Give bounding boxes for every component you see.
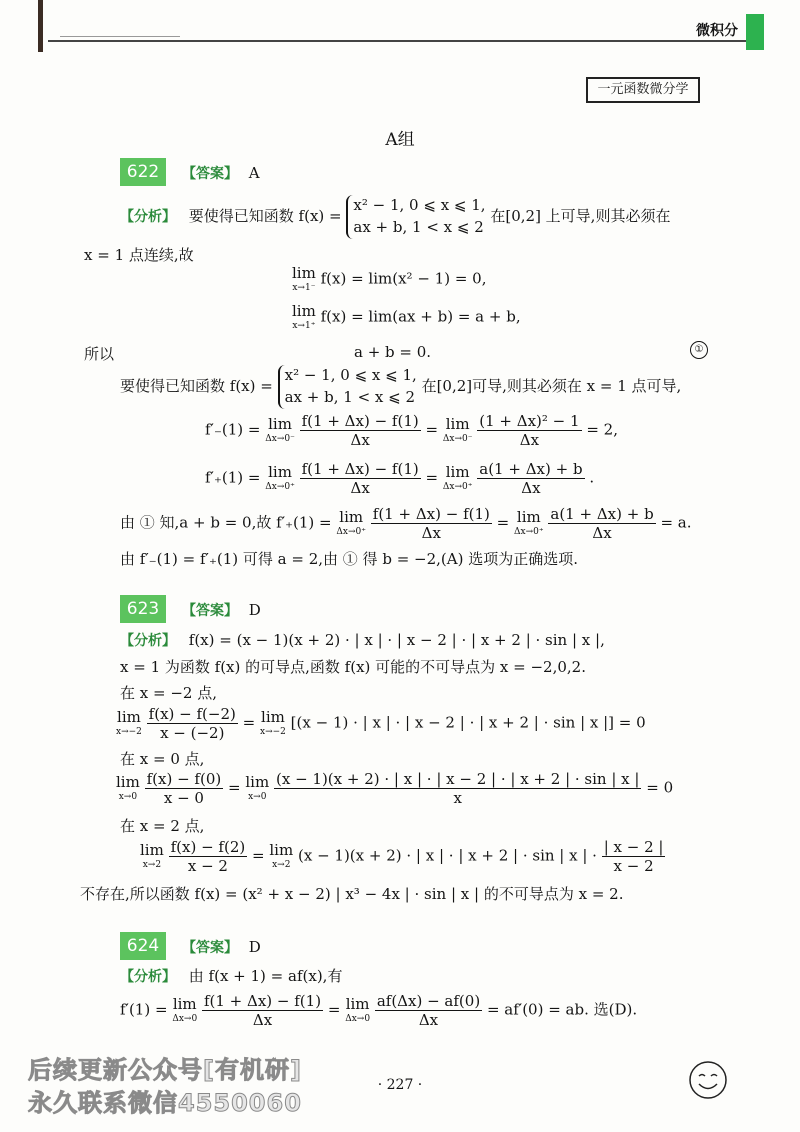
text: 要使得已知函数 f(x) =: [120, 376, 273, 395]
piecewise-brace: [278, 365, 417, 409]
lim-operator: lim Δx→0⁺: [336, 508, 366, 537]
lim-operator: lim Δx→0⁺: [265, 463, 295, 492]
header-rule-accent: [60, 36, 180, 37]
text: 由 ① 知,a + b = 0,故 f′₊(1) =: [120, 513, 332, 532]
answer-value: D: [248, 938, 261, 956]
problem-number-622: 622: [120, 158, 166, 186]
group-title: A组: [385, 130, 415, 150]
lim-operator: lim x→1⁺: [292, 302, 316, 331]
fraction: $\frac{(x - 1)(x + 2) \cdot | x | \cdot | x - 2 | \cdot | x + 2 | \cdot \sin | x |}{x}$: [275, 770, 640, 807]
lim-operator: lim Δx→0⁻: [265, 415, 295, 444]
answer-value: A: [248, 164, 260, 182]
text-line: 在 x = 2 点,: [120, 817, 205, 835]
text-line: 由 ① 知,a + b = 0,故 f′₊(1) = lim Δx→0⁺ $\frac{f(1 + \Delta x) - f(1)}{\Delta x}$ = lim Δx→0⁺ $\frac{a(1 + \Delta x) + b}{\Delta x}$ = a.: [120, 505, 692, 542]
problem-number-623: 623: [120, 595, 166, 623]
analysis-tag: 【分析】: [120, 969, 176, 985]
limit-equation: lim x→0 $\frac{f(x) - f(0)}{x - 0}$ = lim x→0 $\frac{(x - 1)(x + 2) \cdot | x | \cdot | x - 2 | \cdot | x + 2 | \cdot \sin | x |}{x}$ = 0: [116, 770, 674, 807]
text: 由 f(x + 1) = af(x),有: [188, 967, 343, 985]
lim-operator: lim Δx→0: [172, 995, 198, 1024]
lim-operator: lim x→0: [116, 773, 140, 802]
equation-text: a + b = 0.: [354, 343, 432, 361]
limit-equation: [292, 304, 521, 331]
text-line: [120, 365, 681, 409]
lim-operator: lim x→2: [269, 841, 294, 870]
derivative-equation: f′₊(1) = lim Δx→0⁺ $\frac{f(1 + \Delta x) - f(1)}{\Delta x}$ = lim Δx→0⁺ $\frac{a(1 + \Delta x) + b}{\Delta x}$ .: [205, 460, 595, 497]
lhs: f′₋(1) =: [205, 420, 261, 439]
fraction: $\frac{| x - 2 |}{x - 2}$: [603, 838, 664, 875]
problem-number-624: 624: [120, 932, 166, 960]
fraction: $\frac{f(x) - f(0)}{x - 0}$: [146, 770, 222, 807]
fraction: $\frac{a(1 + \Delta x) + b}{\Delta x}$: [550, 505, 654, 542]
tail: .: [589, 468, 595, 487]
fraction: $\frac{a(1 + \Delta x) + b}{\Delta x}$: [479, 460, 583, 497]
analysis-line-623: [120, 630, 605, 650]
smiley-icon: [688, 1060, 728, 1100]
derivative-equation: f′(1) = lim Δx→0 $\frac{f(1 + \Delta x) - f(1)}{\Delta x}$ = lim Δx→0 $\frac{af(\Delta x) - af(0)}{\Delta x}$ = af′(0) = ab. 选(D).: [120, 992, 638, 1029]
text: 在[0,2]可导,则其必须在 x = 1 点可导,: [421, 376, 682, 395]
fraction: $\frac{f(1 + \Delta x) - f(1)}{\Delta x}$: [372, 505, 490, 542]
lim-operator: lim x→−2: [260, 708, 286, 737]
lhs: f′(1) =: [120, 1000, 168, 1019]
lim-operator: lim x→2: [140, 841, 164, 870]
text-line: 在 x = −2 点,: [120, 684, 217, 702]
tail: = 2,: [586, 420, 618, 439]
lim-operator: lim x→0: [245, 773, 270, 802]
text: 要使得已知函数 f(x) =: [188, 206, 342, 225]
lim-operator: lim Δx→0⁺: [514, 508, 544, 537]
mid-text: (x − 1)(x + 2) · | x | · | x + 2 | · sin | x | ·: [297, 846, 597, 865]
answer-tag: 【答案】: [182, 603, 238, 619]
answer-line-622: [182, 163, 260, 183]
derivative-equation: f′₋(1) = lim Δx→0⁻ $\frac{f(1 + \Delta x) - f(1)}{\Delta x}$ = lim Δx→0⁻ $\frac{\text{(1 + Δx)² − 1}}{\Delta x}$ = 2,: [205, 412, 618, 449]
answer-line-623: [182, 600, 261, 620]
lim-operator: lim x→1⁻: [292, 264, 316, 293]
text: f(x) = (x − 1)(x + 2) · | x | · | x − 2 | · | x + 2 | · sin | x |,: [188, 631, 605, 649]
page-number: · 227 ·: [377, 1077, 423, 1093]
analysis-tag: 【分析】: [120, 633, 176, 649]
book-title: 微积分: [696, 23, 738, 39]
lim-operator: lim Δx→0: [345, 995, 371, 1024]
text-line: 由 f′₋(1) = f′₊(1) 可得 a = 2,由 ① 得 b = −2,(A) 选项为正确选项.: [120, 550, 578, 568]
answer-tag: 【答案】: [182, 166, 238, 182]
text-line: x = 1 点连续,故: [84, 246, 194, 264]
green-tab: [746, 14, 764, 50]
case-2: ax + b, 1 < x ⩽ 2: [353, 217, 484, 236]
fraction: $\frac{f(x) - f(2)}{x - 2}$: [170, 838, 246, 875]
case-1: x² − 1, 0 ⩽ x ⩽ 1,: [284, 366, 417, 384]
answer-tag: 【答案】: [182, 940, 238, 956]
book-spine-mark: [38, 0, 43, 52]
fraction: $\frac{f(1 + \Delta x) - f(1)}{\Delta x}$: [203, 992, 322, 1029]
rhs: [(x − 1) · | x | · | x − 2 | · | x + 2 | · sin | x |] = 0: [290, 713, 646, 732]
lim-operator: lim Δx→0⁺: [442, 463, 473, 492]
limit-equation: [292, 266, 487, 293]
fraction: $\frac{f(1 + \Delta x) - f(1)}{\Delta x}$: [301, 412, 419, 449]
chapter-box: 一元函数微分学: [586, 77, 700, 103]
watermark-line-2: 永久联系微信4550060: [28, 1089, 302, 1117]
fraction: $\frac{af(\Delta x) - af(0)}{\Delta x}$: [376, 992, 481, 1029]
limit-equation: lim x→2 $\frac{f(x) - f(2)}{x - 2}$ = lim x→2 (x − 1)(x + 2) · | x | · | x + 2 | · sin | x | · $\frac{| x - 2 |}{x - 2}$: [140, 838, 664, 875]
lhs: f′₊(1) =: [205, 468, 261, 487]
watermark-line-1: 后续更新公众号[有机研]: [28, 1056, 302, 1084]
analysis-line-622: [120, 195, 670, 239]
tail: = 0: [646, 778, 674, 797]
fraction: $\frac{f(x) - f(-2)}{x - (-2)}$: [148, 705, 236, 742]
lim-operator: lim Δx→0⁻: [442, 415, 473, 444]
equation-text: f(x) = lim(ax + b) = a + b,: [320, 307, 521, 326]
answer-line-624: [182, 937, 261, 957]
header-rule: [48, 40, 748, 42]
text-line: x = 1 为函数 f(x) 的可导点,函数 f(x) 可能的不可导点为 x = −2,0,2.: [120, 658, 586, 676]
fraction: $\frac{\text{(1 + Δx)² − 1}}{\Delta x}$: [479, 412, 580, 449]
answer-value: D: [248, 601, 261, 619]
tail: = a.: [660, 513, 692, 532]
text-line: 不存在,所以函数 f(x) = (x² + x − 2) | x³ − 4x | · sin | x | 的不可导点为 x = 2.: [80, 885, 624, 903]
tail: = af′(0) = ab. 选(D).: [486, 1000, 638, 1019]
equation-text: f(x) = lim(x² − 1) = 0,: [320, 269, 487, 288]
lim-operator: lim x→−2: [116, 708, 142, 737]
piecewise-brace: [346, 195, 485, 239]
text-line: 在 x = 0 点,: [120, 750, 205, 768]
text: 所以: [84, 345, 115, 363]
equation-marker: ①: [690, 341, 708, 359]
case-1: x² − 1, 0 ⩽ x ⩽ 1,: [353, 196, 486, 214]
case-2: ax + b, 1 < x ⩽ 2: [284, 387, 416, 406]
text: 在[0,2] 上可导,则其必须在: [490, 206, 671, 225]
limit-equation: lim x→−2 $\frac{f(x) - f(-2)}{x - (-2)}$ = lim x→−2 [(x − 1) · | x | · | x − 2 | · | x + 2 | · sin | x |] = 0: [116, 705, 646, 742]
analysis-tag: 【分析】: [120, 208, 176, 225]
fraction: $\frac{f(1 + \Delta x) - f(1)}{\Delta x}$: [301, 460, 419, 497]
analysis-line-624: [120, 965, 342, 986]
